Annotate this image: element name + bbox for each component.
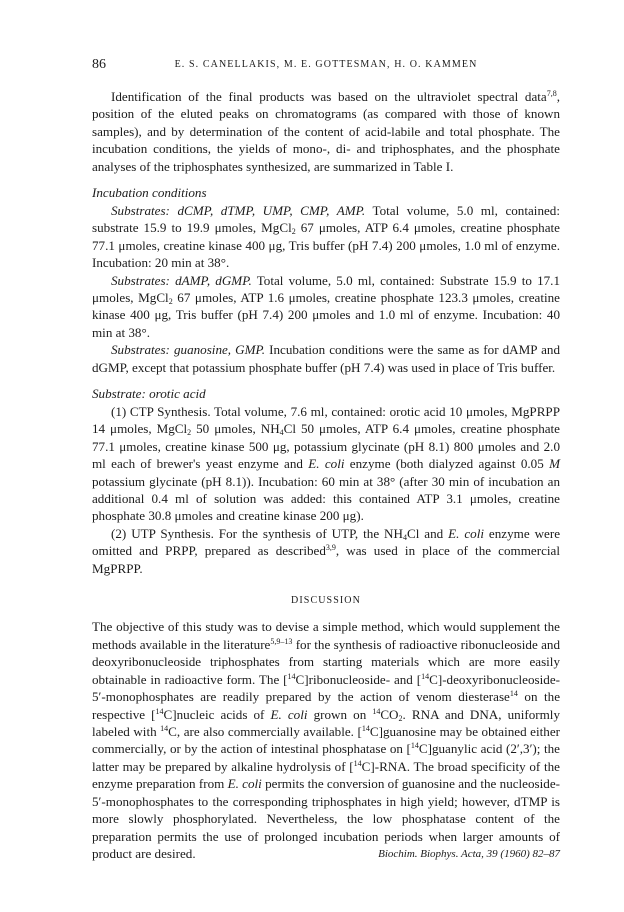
reference-marker: 3,9	[325, 543, 336, 553]
incubation-paragraph-1: Substrates: dCMP, dTMP, UMP, CMP, AMP. Total volume, 5.0 ml, contained: substrate 15.9 to 19.9 μmoles, MgCl$_2$ 67 μmoles, ATP 6.4 μmoles, creatine phosphate 77.1 μmoles, creatine kinase 400 μg, Tris buffer (pH 7.4) 200 μmoles, 1.0 ml of enzyme. Incubation: 20 min at 38°.	[92, 202, 560, 271]
incubation-paragraph-3: Substrates: guanosine, GMP. Incubation conditions were the same as for dAMP and dGMP, except that potassium phosphate buffer (pH 7.4) was used in place of Tris buffer.	[92, 342, 561, 375]
discussion-heading: DISCUSSION	[291, 595, 361, 607]
reference-marker: 7,8	[546, 89, 557, 98]
running-header-authors: E. S. CANELLAKIS, M. E. GOTTESMAN, H. O. KAMMEN	[174, 59, 478, 70]
incubation-paragraph-2: Substrates: dAMP, dGMP. Total volume, 5.0 ml, contained: Substrate 15.9 to 17.1 μmoles, MgCl$_2$ 67 μmoles, ATP 1.6 μmoles, creatine phosphate 123.3 μmoles, creatine kinase 400 μg, Tris buffer (pH 7.4) 200 μmoles and 1.0 ml of enzyme. Incubation: 40 min at 38°.	[92, 272, 561, 340]
running-header	[92, 57, 560, 75]
intro-paragraph: Identification of the final products was based on the ultraviolet spectral data$^{7,8}$, position of the eluted peaks on chromatograms (as compared with those of known samples), and by determination of the content of acid-labile and total phosphate. The incubation conditions, the yields of mono-, di- and triphosphates, and the phosphate analyses of the triphosphates synthesized, are summarized in Table I.	[92, 89, 560, 174]
incubation-heading: Incubation conditions	[92, 185, 207, 201]
discussion-paragraph: The objective of this study was to devise a simple method, which would supplement the methods available in the literature$^{5,9-13}$ for the synthesis of radioactive ribonucleoside and deoxyribonucleoside triphosphates from starting materials which are more easily obtainable in radioactive form. The [$^{14}$C]ribonucleoside- and [$^{14}$C]-deoxyribonucleoside-5′-monophosphates are readily prepared by the action of venom diesterase$^{14}$ on the respective [$^{14}$C]nucleic acids of E. coli grown on $^{14}CO_2$. RNA and DNA, uniformly labeled with $^{14}$C, are also commercially available. [$^{14}$C]guanosine may be obtained either commercially, or by the action of intestinal phosphatase on [$^{14}$C]guanylic acid (2′,3′); the latter may be prepared by alkaline hydrolysis of [$^{14}$C]-RNA. The broad specificity of the enzyme preparation from E. coli permits the conversion of guanosine and the nucleoside-5′-monophosphates to the corresponding triphosphates in high yield; however, dTMP is more slowly phosphorylated. Nevertheless, the low phosphatase content of the preparation permits the use of prolonged incubation periods when larger amounts of product are desired.	[92, 619, 561, 862]
article-body	[92, 88, 560, 863]
journal-citation: Biochim. Biophys. Acta, 39 (1960) 82–87	[378, 848, 560, 860]
orotic-heading: Substrate: orotic acid	[92, 386, 206, 402]
ctp-synthesis-paragraph: (1) CTP Synthesis. Total volume, 7.6 ml, contained: orotic acid 10 μmoles, MgPRPP 14 μmoles, MgCl$_2$ 50 μmoles, $NH_4Cl$ 50 μmoles, ATP 6.4 μmoles, creatine phosphate 77.1 μmoles, creatine kinase 500 μg, potassium glycinate (pH 8.1) 800 μmoles and 2.0 ml each of brewer's yeast enzyme and E. coli enzyme (both dialyzed against 0.05 M potassium glycinate (pH 8.1)). Incubation: 60 min at 38° (after 30 min of incubation an additional 0.4 ml of solution was added: this contained ATP 3.1 μmoles, creatine phosphate 30.8 μmoles and creatine kinase 200 μg).	[92, 403, 561, 524]
page-number: 86	[92, 57, 106, 72]
utp-synthesis-paragraph: (2) UTP Synthesis. For the synthesis of UTP, the $NH_4Cl$ and E. coli enzyme were omitted and PRPP, prepared as described$^{3,9}$, was used in place of the commercial MgPRPP.	[92, 525, 561, 576]
